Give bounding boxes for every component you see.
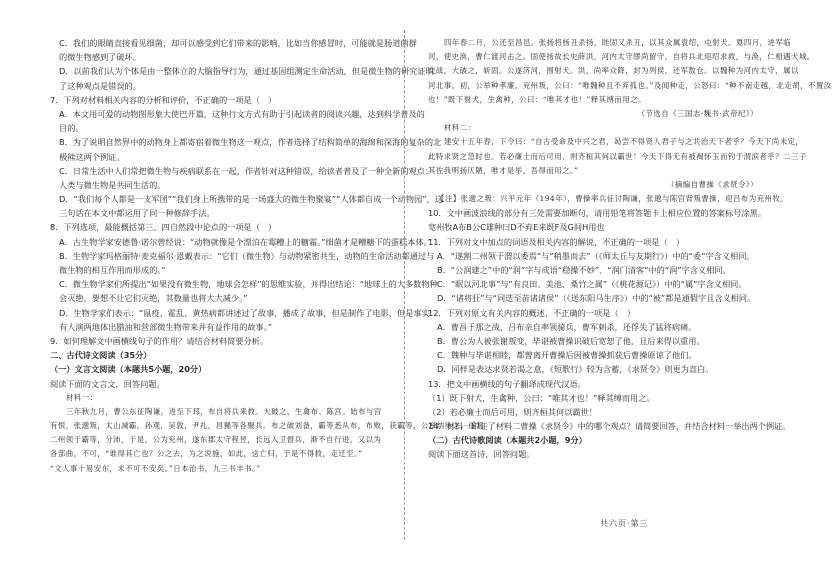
text-line: B．“公润建之”中的“润”字与成语“稳操不妙”、“润门清客”中的“润”字含义相同。 — [437, 265, 731, 275]
text-line: 三年秋九月，曹公东征陶谦，进至下邳，布自将兵来救。大破之，生禽布、陈宫。始布与宫 — [66, 406, 382, 416]
text-line: 河北事。初，公举种孝廉。兖州叛，公曰：“唯魏种且不弃孤也。”及闻种走，公怒曰：“种不南走越，北走胡，不置汝 — [428, 80, 832, 90]
text-line: 建安十五年春，下令曰：“自古受命及中兴之君，曷尝不得贤人君子与之共治天下者乎？今天下尚未定， — [444, 137, 804, 147]
text-line: 四年春二月，公还至昌邑。张扬将杨丑杀扬，眭固又杀丑，以其众属袁绍，屯射犬。夏四月，进军临 — [444, 38, 792, 47]
text-line: 宽州牧A布B公C雄种曰D不弃E来既F及G间H用也 — [428, 222, 605, 233]
text-line: D．生物学家们表示：“鼠疫、霍乱、黄热病都讲述过了故事，播成了故事，但是制作了电影，但是事实 — [59, 307, 430, 318]
text-line: A．本文用可爱的动物图形象大使巴开篇，这种行文方式有助于引起读者的阅读兴趣，达到科学普及的 — [59, 108, 425, 119]
text-line: 此特求贤之急时也。若必廉士而后可用，则齐桓其何以霸世！今天下得无有被褐怀玉而钓于渭滨者乎？二三子 — [428, 151, 807, 161]
text-line: D．同样是表达求贤若渴之意，《短歌行》较为含蓄，《求贤令》则更为直白。 — [437, 364, 714, 375]
text-line: 13．把文中画横线的句子翻译成现代汉语。 — [428, 378, 586, 389]
text-line: 阅读下面这首诗，回答问题。 — [428, 449, 535, 460]
text-line: 河，使史涣，曹仁渡河击之。固使扬故长史薛洪，河内太守缪尚留守，自将兵北迎绍求救，与涣，仁相遇犬城。 — [428, 52, 815, 62]
text-line: 8．下列选项，最能概括第三、四自然段中论点的一项是（ ） — [50, 222, 277, 233]
text-line: 有人演两地体出腊油和营部微生物带来并有益作用的故事。” — [59, 321, 273, 332]
text-line: 人类与微生物是共同生活的。 — [59, 179, 166, 190]
text-line: 12．下列对原文有关内容的概述，不正确的一项是（ ） — [428, 307, 635, 318]
text-line: 材料一： — [66, 392, 98, 402]
text-line: 【注】张邈之叛：兴平元年（194年），曹操率兵征讨陶谦，张邈与陈宫背叛曹操，迎吕布为兖州牧。 — [437, 194, 789, 204]
text-line: （摘编自曹操《求贤令》） — [667, 179, 758, 189]
text-line: 也！”既下射犬，生禽种，公曰：“唯其才也！”释其缚而用之。 — [428, 94, 646, 104]
text-line: B．生物学家玛格丽特·麦克福尔·恩戴表示：“它们（微生物）与动物紧密共生，动物的生命活动都通过与 — [59, 250, 435, 261]
text-line: D．“我们每个人都是一支军团”“我们身上所携带的是一场盛大的微生物聚宴”“人体都自成一个动物园”，这 — [59, 194, 443, 205]
text-line: C．“眠以河北事”与“有良田、美池、桑竹之属”（《桃花源记》）中的“属”字含义相同。 — [437, 279, 747, 290]
right-column — [428, 36, 832, 462]
text-line: 二州领于霸等，分沛，于是，公为兖州，遂东郡太守程昱，长远入卫督兵，渐不自行进，又以为 — [50, 435, 382, 445]
text-line: （节选自《三国志·魏书·武帝纪》） — [637, 108, 758, 118]
text-line: 14．材料一印证了材料二曹操《求贤令》中的哪个观点？请简要回答，并结合材料一举出两个例证。 — [428, 421, 791, 432]
text-line: C．微生物学家们所提出“如果没有微生物，地球会怎样”的思维实验，并得出结论：“地球上的大多数物种 — [59, 279, 438, 290]
text-line: 10．文中画波浪线的部分有三处需要加断句，请用铅笔将答题卡上相应位置的答案标号涂黑。 — [428, 208, 766, 219]
text-line: 材料二： — [444, 123, 476, 133]
text-line: 9．如何理解文中画横线句子的作用？请结合材料简要分析。 — [50, 335, 269, 346]
text-line: （一）文言文阅读（本题共5小题，20分） — [50, 364, 207, 375]
text-line: 极熊这两个例证。 — [59, 151, 125, 162]
page-footer: 共六页·第三 — [600, 519, 649, 528]
text-line: 二、古代诗文阅读（35分） — [50, 350, 152, 361]
text-line: 会灭绝，要想不让它们灭绝，其数量也将大大减少。” — [59, 293, 248, 304]
text-line: 目的。 — [59, 123, 84, 134]
text-line: 微生物的相互作用而形成的。” — [59, 265, 166, 275]
text-line: 其佐我明扬仄陋，唯才是举，吾得而用之。” — [428, 165, 579, 175]
text-line: C．日常生活中人们常把微生物与疾病联系在一起，作者针对这种错误，给读者普及了一种全新的观点： — [59, 165, 434, 176]
text-line: 有恨，张邈叛，太山减霸，孙观，吴敦，尹礼，昌豨等各聚兵。布之破刘备，霸等悉从布，布败，获霸等，公厚纳待之，遂割 — [50, 421, 484, 431]
text-line: D．“诸将狂”与“同迭至苗诸诸侯”（《送东阳马生序》）中的“被”都是通假字且含义相同。 — [437, 293, 756, 304]
text-line: A．曹昌于那之战，吕布亲自率领骑兵，曹军刺杀，还俘失了猛将病痛。 — [437, 321, 697, 332]
text-line: B．为了说明自然界中的动物身上都寄宿着微生物这一观点，作者选择了结构简单的海绵和深海的复杂的北 — [59, 137, 442, 148]
text-line: 了这种观点是错误的。 — [59, 80, 141, 91]
text-line: （2）若必廉士而后可用，则齐桓其何以霸世！ — [428, 406, 597, 417]
column-divider — [404, 30, 405, 540]
text-line: （二）古代诗歌阅读（本题共2小题，9分） — [428, 435, 587, 446]
text-line: C．我们的眼睛直接看见细菌，却可以感受到它们带来的影响，比如当你感冒时，可能就是肠道菌群 — [59, 38, 417, 48]
text-line: B．曹公为人被张谢叛变，毕谌被曹操识破后宽恕了他，且后来得以重用。 — [437, 335, 705, 346]
text-line: 三句话在本文中都运用了同一种修辞手法。 — [59, 208, 215, 219]
text-line: 的微生物感到了破坏。 — [59, 52, 141, 63]
text-line: 交战，大破之，斩固。公遂济河，围射犬。洪，尚率众降，封为列侯，还军敖仓。以魏种为河内太守，属以 — [428, 66, 799, 76]
text-line: 阅读下面的文言文，回答问题。 — [50, 378, 165, 389]
text-line: 各部曲，不可，“谁得其亡也？公之去，为之说施，如此，送亡归，于是不得救，走迁至。” — [50, 449, 363, 459]
text-line: A．“遂割二州领于渭以委焉”与“稍墨而去”（《师太丘与友期行》）中的“委”字含义相同。 — [437, 250, 755, 261]
text-line: 7．下列对材料相关内容的分析和评价，不正确的一项是（ ） — [50, 94, 277, 105]
text-line: （1）既下射犬，生禽种，公曰：“唯其才也！”释其缚而用之。 — [428, 392, 655, 403]
text-line: 11．下列对文中加点的词语及相关内容的解说，不正确的一项是（ ） — [428, 236, 685, 247]
text-line: “文人事十易安东，未不可不安矣。”日本治书，九三书丰书。” — [50, 463, 261, 473]
text-line: C．魏种与毕谌相睦，都曾离开曹操后因被曹操抓获后曹操原谅了他们。 — [437, 350, 697, 361]
text-line: A．古生物学家安德鲁·诺尔曾经说：“动物就像是个漂泊在霉糟上的糖霜。”细菌才是糟糖下的蛋糕本体。” — [59, 236, 432, 247]
text-line: D．以前我们认为个体是由一整体立的大脑指导行为，通过基因组测定生命活动，但是微生物的研究证明 — [59, 66, 434, 77]
